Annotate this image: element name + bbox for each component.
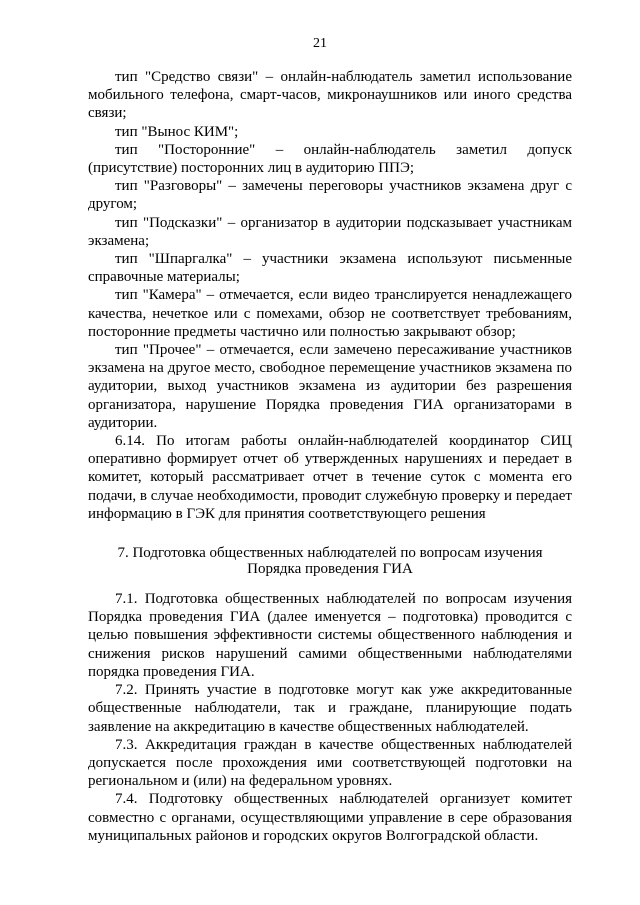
- paragraph-7-4: 7.4. Подготовку общественных наблюдателей организует комитет совместно с органами, осуществляющими управление в сере образования муниципальных районов и городских округов Волгоградской области.: [88, 791, 572, 844]
- paragraph-7-1: 7.1. Подготовка общественных наблюдателей по вопросам изучения Порядка проведения ГИА (далее именуется – подготовка) проводится с целью повышения эффективности системы общественного наблюдения и снижения рисков нарушений самими общественными наблюдателями порядка проведения ГИА.: [88, 591, 572, 680]
- section-heading-line-2: Порядка проведения ГИА: [247, 561, 413, 578]
- paragraph-7-3: 7.3. Аккредитация граждан в качестве общественных наблюдателей допускается после прохождения ими соответствующей подготовки на региональном и (или) на федеральном уровнях.: [88, 736, 572, 790]
- paragraph-type-kim: тип "Вынос КИМ";: [115, 123, 239, 140]
- paragraph-type-outsiders: тип "Посторонние" – онлайн-наблюдатель заметил допуск (присутствие) посторонних лиц в аудиторию ППЭ;: [88, 141, 572, 177]
- section-heading-line-1: 7. Подготовка общественных наблюдателей по вопросам изучения: [117, 545, 543, 562]
- paragraph-7-2: 7.2. Принять участие в подготовке могут как уже аккредитованные общественные наблюдатели, так и граждане, планирующие подать заявление на аккредитацию в качестве общественных наблюдателей.: [88, 682, 572, 735]
- document-body: [88, 68, 572, 845]
- paragraph-type-talking: тип "Разговоры" – замечены переговоры участников экзамена друг с другом;: [88, 178, 572, 213]
- paragraph-type-camera: тип "Камера" – отмечается, если видео транслируется ненадлежащего качества, нечеткое или с помехами, обзор не соответствует требованиям, посторонние предметы частично или полностью закрывают обзор;: [88, 287, 572, 340]
- section-heading: [88, 545, 572, 577]
- paragraph-type-hints: тип "Подсказки" – организатор в аудитории подсказывает участникам экзамена;: [88, 214, 572, 249]
- paragraph-type-cheatsheet: тип "Шпаргалка" – участники экзамена используют письменные справочные материалы;: [88, 251, 572, 286]
- paragraph-type-communication: тип "Средство связи" – онлайн-наблюдатель заметил использование мобильного телефона, смарт-часов, микронаушников или иного средства связи;: [88, 69, 572, 122]
- paragraph-type-other: тип "Прочее" – отмечается, если замечено пересаживание участников экзамена на другое место, свободное перемещение участников экзамена по аудитории, выход участников экзамена из аудитории без разрешения организатора, нарушение Порядка проведения ГИА организаторами в аудитории.: [88, 342, 572, 431]
- paragraph-6-14: 6.14. По итогам работы онлайн-наблюдателей координатор СИЦ оперативно формирует отчет об утвержденных нарушениях и передает в комитет, который рассматривает отчет в течение суток с момента его подачи, в случае необходимости, проводит служебную проверку и передает информацию в ГЭК для принятия соответствующего решения: [88, 433, 572, 522]
- page-number: 21: [313, 36, 327, 51]
